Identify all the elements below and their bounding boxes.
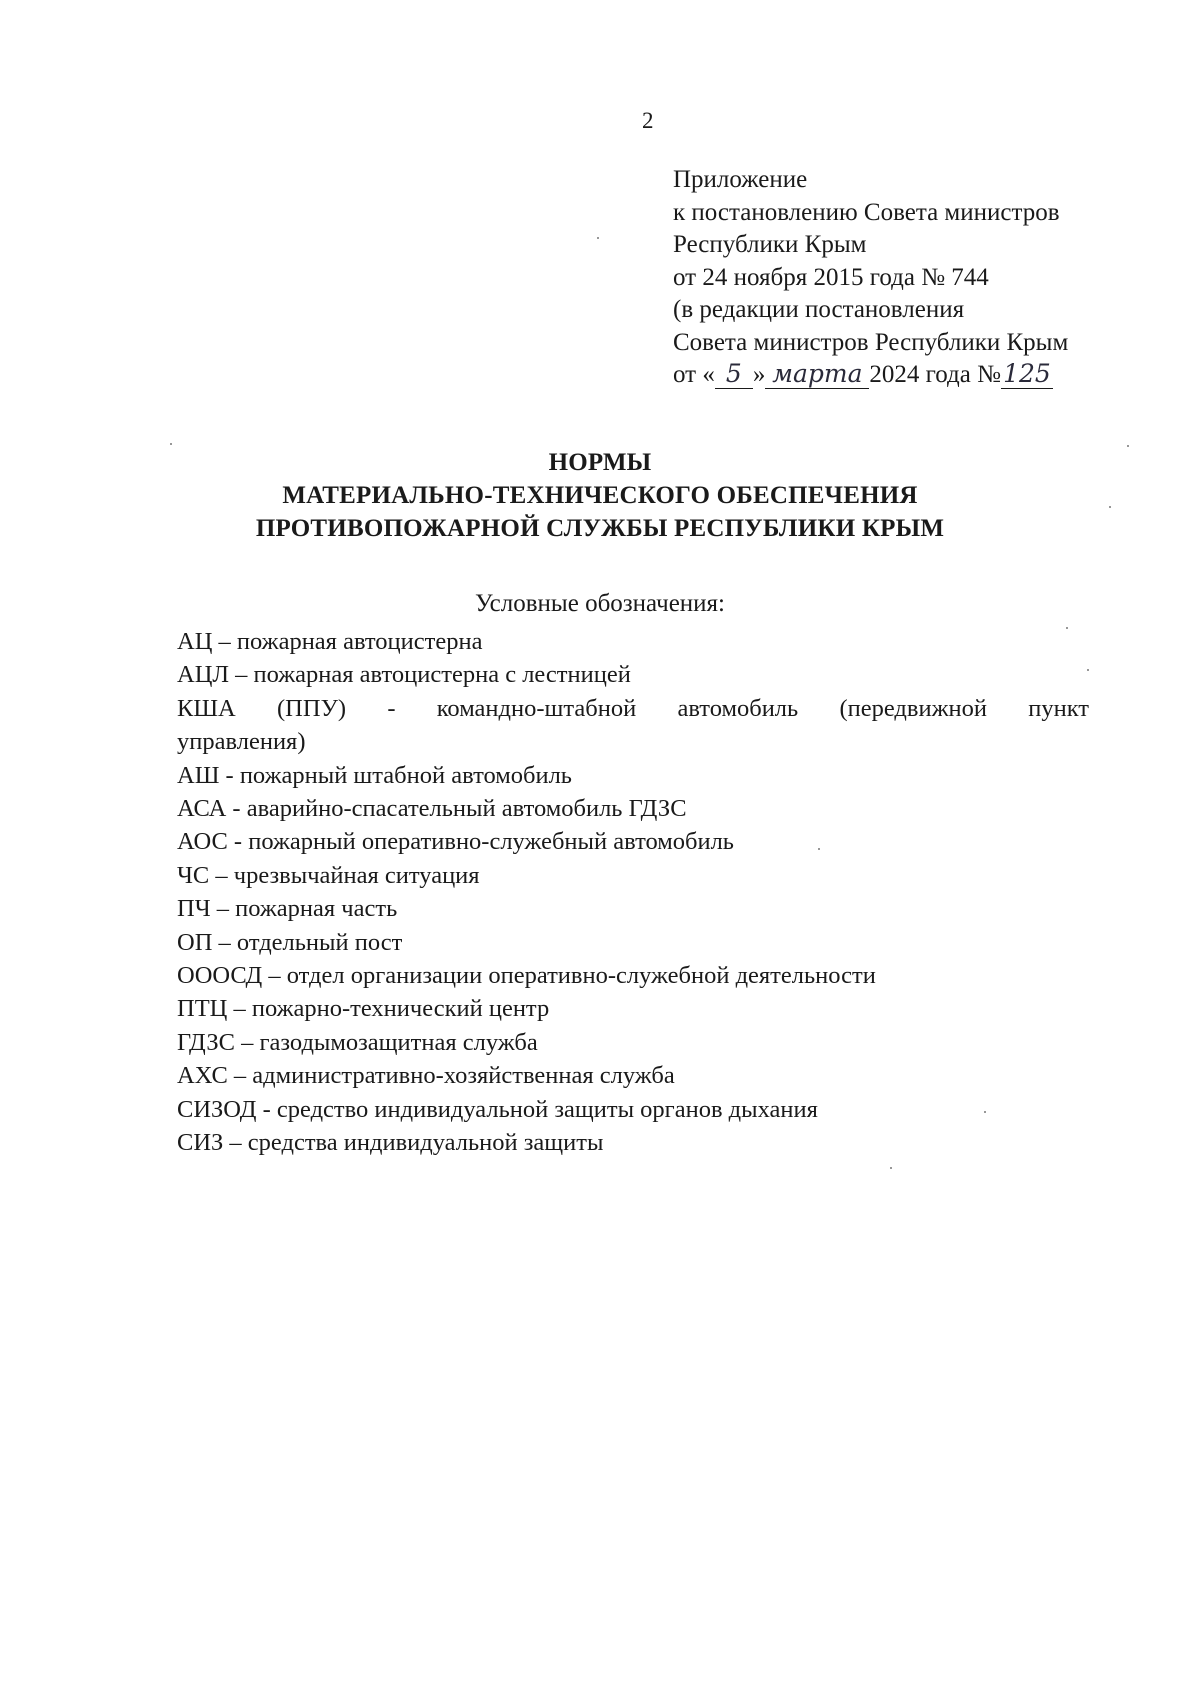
legend-item: ПТЦ – пожарно-технический центр [177, 995, 550, 1023]
annex-line: Республики Крым [673, 231, 867, 258]
legend-item-continuation: управления) [177, 728, 306, 756]
legend-item: АОС - пожарный оперативно-служебный автомобиль [177, 828, 734, 856]
legend-item: ОП – отдельный пост [177, 928, 403, 956]
legend-list [177, 625, 1089, 1160]
scan-speck [170, 443, 172, 445]
scan-speck [818, 848, 820, 850]
handwritten-month: марта [765, 361, 869, 389]
annex-line: к постановлению Совета министров [673, 198, 1060, 226]
date-year: 2024 года № [869, 361, 1001, 388]
legend-item: ЧС – чрезвычайная ситуация [177, 861, 480, 889]
annex-line: от 24 ноября 2015 года № 744 [673, 263, 989, 291]
scan-speck [890, 1167, 892, 1169]
legend-item: ОООСД – отдел организации оперативно-служебной деятельности [177, 962, 876, 990]
legend-item: ПЧ – пожарная часть [177, 895, 398, 923]
legend-item-text: КША (ППУ) - командно-штабной автомобиль (передвижной пункт [177, 694, 1089, 722]
scan-speck [597, 237, 599, 239]
handwritten-number: 125 [1001, 361, 1053, 389]
annex-line: Приложение [673, 166, 808, 193]
annex-block [673, 164, 1068, 392]
title-line: ПРОТИВОПОЖАРНОЙ СЛУЖБЫ РЕСПУБЛИКИ КРЫМ [255, 515, 945, 542]
date-prefix: от « [673, 361, 715, 388]
scan-speck [1109, 506, 1111, 508]
handwritten-day: 5 [715, 361, 753, 389]
legend-item: ГДЗС – газодымозащитная служба [177, 1028, 538, 1056]
annex-line: (в редакции постановления [673, 296, 965, 323]
page-number: 2 [642, 108, 654, 133]
legend-item: АЦЛ – пожарная автоцистерна с лестницей [177, 661, 631, 689]
annex-date-line [673, 359, 1068, 392]
annex-line: Совета министров Республики Крым [673, 328, 1069, 356]
legend-item: АШ - пожарный штабной автомобиль [177, 761, 572, 789]
legend-item: АЦ – пожарная автоцистерна [177, 628, 483, 655]
title-line: МАТЕРИАЛЬНО-ТЕХНИЧЕСКОГО ОБЕСПЕЧЕНИЯ [282, 482, 918, 509]
legend-item: СИЗ – средства индивидуальной защиты [177, 1129, 604, 1157]
scan-speck [984, 1111, 986, 1113]
title-line: НОРМЫ [548, 449, 652, 476]
legend-item [177, 692, 1089, 725]
legend-item: СИЗОД - средство индивидуальной защиты органов дыхания [177, 1095, 818, 1123]
legend-item: АСА - аварийно-спасательный автомобиль ГДЗС [177, 795, 687, 823]
scan-speck [1127, 445, 1129, 447]
scan-speck [1087, 669, 1089, 671]
legend-heading: Условные обозначения: [474, 590, 726, 617]
scan-speck [1066, 627, 1068, 629]
legend-item: АХС – административно-хозяйственная служба [177, 1062, 675, 1090]
date-mid: » [752, 361, 766, 388]
document-title [0, 446, 1200, 545]
